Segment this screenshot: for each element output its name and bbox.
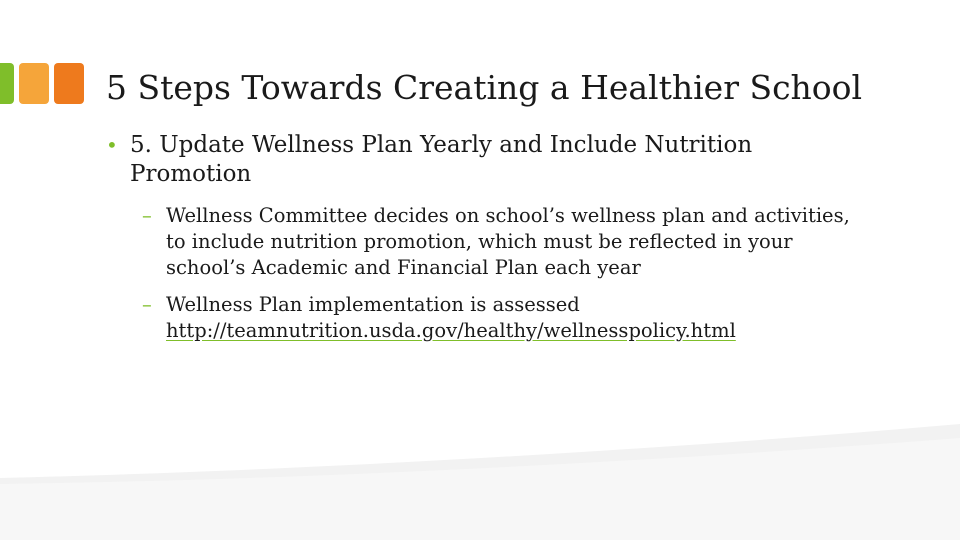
footer-wave-decoration — [0, 400, 960, 540]
dark-orange-accent-square — [54, 63, 84, 104]
light-orange-accent-square — [19, 63, 49, 104]
sub-bullet — [142, 292, 872, 344]
sub-bullet-text: Wellness Plan implementation is assessed — [166, 293, 580, 316]
wellness-policy-link[interactable]: http://teamnutrition.usda.gov/healthy/wellnesspolicy.html — [166, 319, 736, 342]
main-bullet-text: 5. Update Wellness Plan Yearly and Include Nutrition Promotion — [130, 132, 753, 187]
dash-icon: – — [142, 293, 152, 316]
green-accent-square — [0, 63, 14, 104]
dash-icon: – — [142, 204, 152, 227]
sub-bullet — [142, 203, 872, 281]
sub-bullet-content — [142, 292, 872, 344]
slide-title: 5 Steps Towards Creating a Healthier School — [106, 68, 863, 107]
bullet-dot-icon: • — [106, 133, 118, 157]
sub-bullet-text: Wellness Committee decides on school’s wellness plan and activities, to include nutrition promotion, which must be reflected in your school’s Academic and Financial Plan each year — [166, 204, 850, 279]
main-bullet — [106, 131, 826, 189]
